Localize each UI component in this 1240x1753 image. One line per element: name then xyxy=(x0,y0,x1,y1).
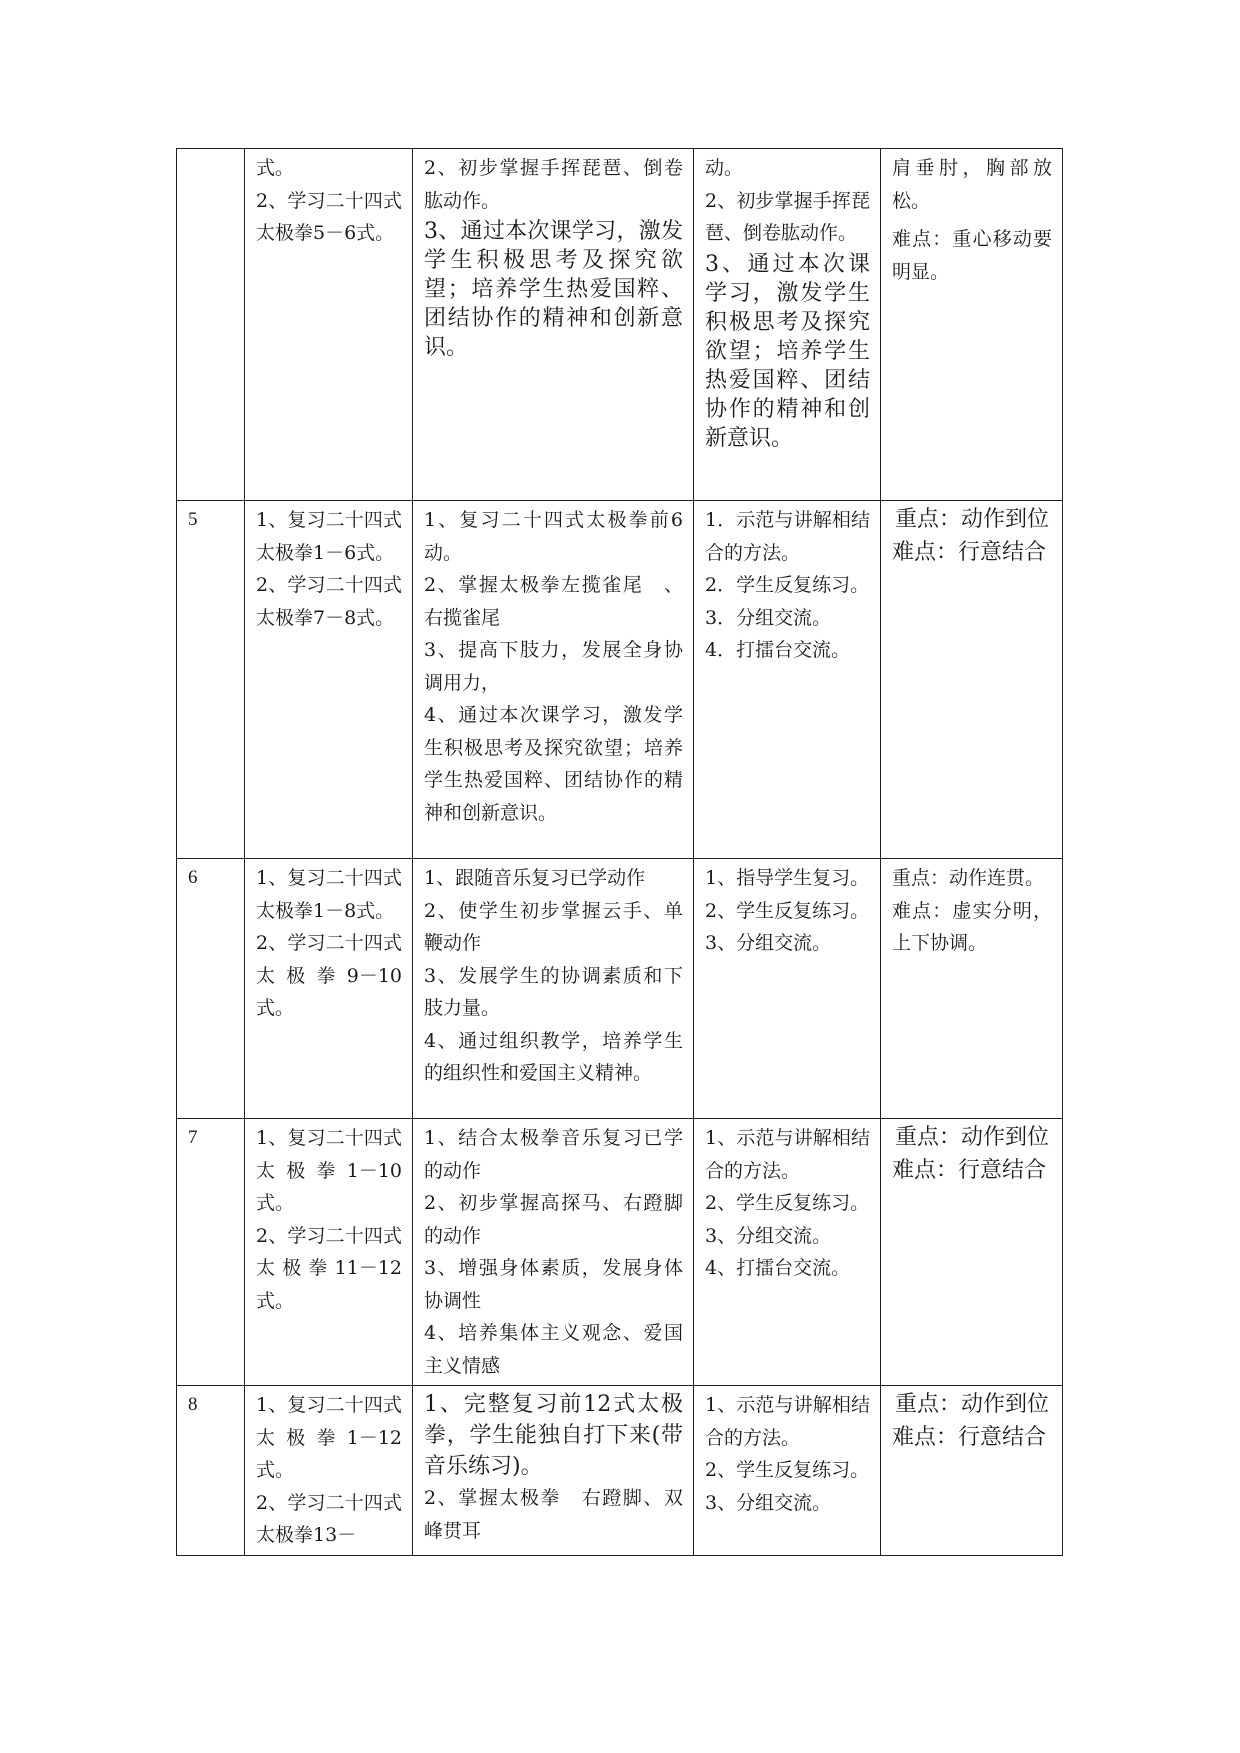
method-line: 2、初步掌握手挥琵琶、倒卷肱动作。 xyxy=(705,189,870,244)
objective-line: 4、通过本次课学习，激发学生积极思考及探究欲望；培养学生热爱国粹、团结协作的精神和创新意识。 xyxy=(424,704,683,824)
keypoint-line: 难点：行意结合 xyxy=(892,1424,1047,1450)
content-line: 2、学习二十四式太极拳7－8式。 xyxy=(256,574,402,629)
objective-line: 3、通过本次课学习，激发学生积极思考及探究欲望；培养学生热爱国粹、团结协作的精神和创新意识。 xyxy=(424,219,683,360)
key-points xyxy=(881,859,1063,1119)
content-line: 2、学习二十四式太极拳5－6式。 xyxy=(256,189,402,244)
objective-line: 2、掌握太极拳左揽雀尾 、右揽雀尾 xyxy=(424,574,683,629)
key-points xyxy=(881,1386,1063,1556)
lesson-content xyxy=(245,859,413,1119)
key-points xyxy=(881,1119,1063,1386)
table-row xyxy=(177,501,1063,859)
lesson-objectives xyxy=(413,501,694,859)
keypoint-line: 重点：动作到位 xyxy=(894,1125,1049,1150)
content-line: 2、学习二十四式太极拳11－12式。 xyxy=(256,1224,402,1312)
lesson-number xyxy=(177,149,245,501)
method-line: 2．学生反复练习。 xyxy=(705,574,870,596)
teaching-methods xyxy=(694,1119,881,1386)
objective-line: 2、使学生初步掌握云手、单鞭动作 xyxy=(424,899,683,954)
method-line: 动。 xyxy=(705,157,744,179)
lesson-content xyxy=(245,149,413,501)
key-points xyxy=(881,149,1063,501)
lesson-content xyxy=(245,501,413,859)
teaching-methods xyxy=(694,859,881,1119)
lesson-plan-table xyxy=(176,148,1063,1556)
objective-line: 3、发展学生的协调素质和下肢力量。 xyxy=(424,964,683,1019)
objective-line: 2、掌握太极拳 右蹬脚、双峰贯耳 xyxy=(424,1487,683,1542)
table-row xyxy=(177,1119,1063,1386)
lesson-objectives xyxy=(413,859,694,1119)
content-line: 1、复习二十四式太极拳1－8式。 xyxy=(256,867,402,922)
objective-line: 3、增强身体素质，发展身体协调性 xyxy=(424,1257,683,1312)
content-line: 1、复习二十四式太极拳1－10式。 xyxy=(256,1127,402,1214)
content-line: 1、复习二十四式太极拳1－12式。 xyxy=(256,1394,402,1481)
content-line: 2、学习二十四式太极拳13－ xyxy=(256,1491,402,1546)
lesson-content xyxy=(245,1119,413,1386)
teaching-methods xyxy=(694,149,881,501)
method-line: 1、指导学生复习。 xyxy=(705,867,870,889)
method-line: 4．打擂台交流。 xyxy=(705,639,851,661)
lesson-number: 6 xyxy=(177,859,245,1119)
objective-line: 1、跟随音乐复习已学动作 xyxy=(424,867,646,889)
teaching-methods xyxy=(694,1386,881,1556)
method-line: 3．分组交流。 xyxy=(705,606,832,629)
lesson-objectives xyxy=(413,149,694,501)
objective-line: 1、复习二十四式太极拳前6动。 xyxy=(424,509,683,564)
lesson-objectives xyxy=(413,1119,694,1386)
objective-line: 2、初步掌握高探马、右蹬脚的动作 xyxy=(424,1192,683,1247)
table-row xyxy=(177,859,1063,1119)
method-line: 3、分组交流。 xyxy=(705,932,832,954)
keypoint-line: 重点：动作到位 xyxy=(894,507,1049,532)
lesson-number: 5 xyxy=(177,501,245,859)
content-line: 1、复习二十四式太极拳1－6式。 xyxy=(256,509,402,564)
keypoint-line: 难点：行意结合 xyxy=(892,1157,1047,1183)
method-line: 2、学生反复练习。 xyxy=(705,899,870,922)
objective-line: 4、培养集体主义观念、爱国主义情感 xyxy=(424,1322,683,1377)
method-line: 1、示范与讲解相结合的方法。 xyxy=(705,1394,870,1449)
teaching-methods xyxy=(694,501,881,859)
objective-line: 2、初步掌握手挥琵琶、倒卷肱动作。 xyxy=(424,157,683,212)
lesson-content xyxy=(245,1386,413,1556)
method-line: 3、分组交流。 xyxy=(705,1491,832,1514)
method-line: 3、通过本次课学习，激发学生积极思考及探究欲望；培养学生热爱国粹、团结协作的精神和创新意识。 xyxy=(705,251,870,451)
lesson-number: 8 xyxy=(177,1386,245,1556)
objective-line: 1、完整复习前12式太极拳，学生能独自打下来(带音乐练习)。 xyxy=(424,1392,683,1479)
method-line: 1、示范与讲解相结合的方法。 xyxy=(705,1127,870,1182)
method-line: 2、学生反复练习。 xyxy=(705,1459,870,1481)
keypoint-line: 重点：动作连贯。 xyxy=(892,867,1045,889)
objective-line: 1、结合太极拳音乐复习已学的动作 xyxy=(424,1127,683,1182)
keypoint-line: 难点：行意结合 xyxy=(892,539,1047,565)
keypoint-line: 重点：动作到位 xyxy=(894,1392,1049,1417)
table-row xyxy=(177,149,1063,501)
content-line: 式。 xyxy=(256,157,295,179)
keypoint-line: 难点：重心移动要明显。 xyxy=(892,228,1052,283)
table-row xyxy=(177,1386,1063,1556)
objective-line: 4、通过组织教学，培养学生的组织性和爱国主义精神。 xyxy=(424,1029,683,1084)
method-line: 3、分组交流。 xyxy=(705,1224,832,1247)
keypoint-line: 肩垂肘，胸部放松。 xyxy=(892,157,1052,212)
method-line: 2、学生反复练习。 xyxy=(705,1192,870,1214)
lesson-objectives xyxy=(413,1386,694,1556)
key-points xyxy=(881,501,1063,859)
keypoint-line: 难点：虚实分明，上下协调。 xyxy=(892,899,1052,954)
objective-line: 3、提高下肢力，发展全身协调用力， xyxy=(424,639,683,694)
method-line: 4、打擂台交流。 xyxy=(705,1257,851,1279)
content-line: 2、学习二十四式太极拳9－10式。 xyxy=(256,932,402,1019)
method-line: 1．示范与讲解相结合的方法。 xyxy=(705,509,870,564)
lesson-number: 7 xyxy=(177,1119,245,1386)
